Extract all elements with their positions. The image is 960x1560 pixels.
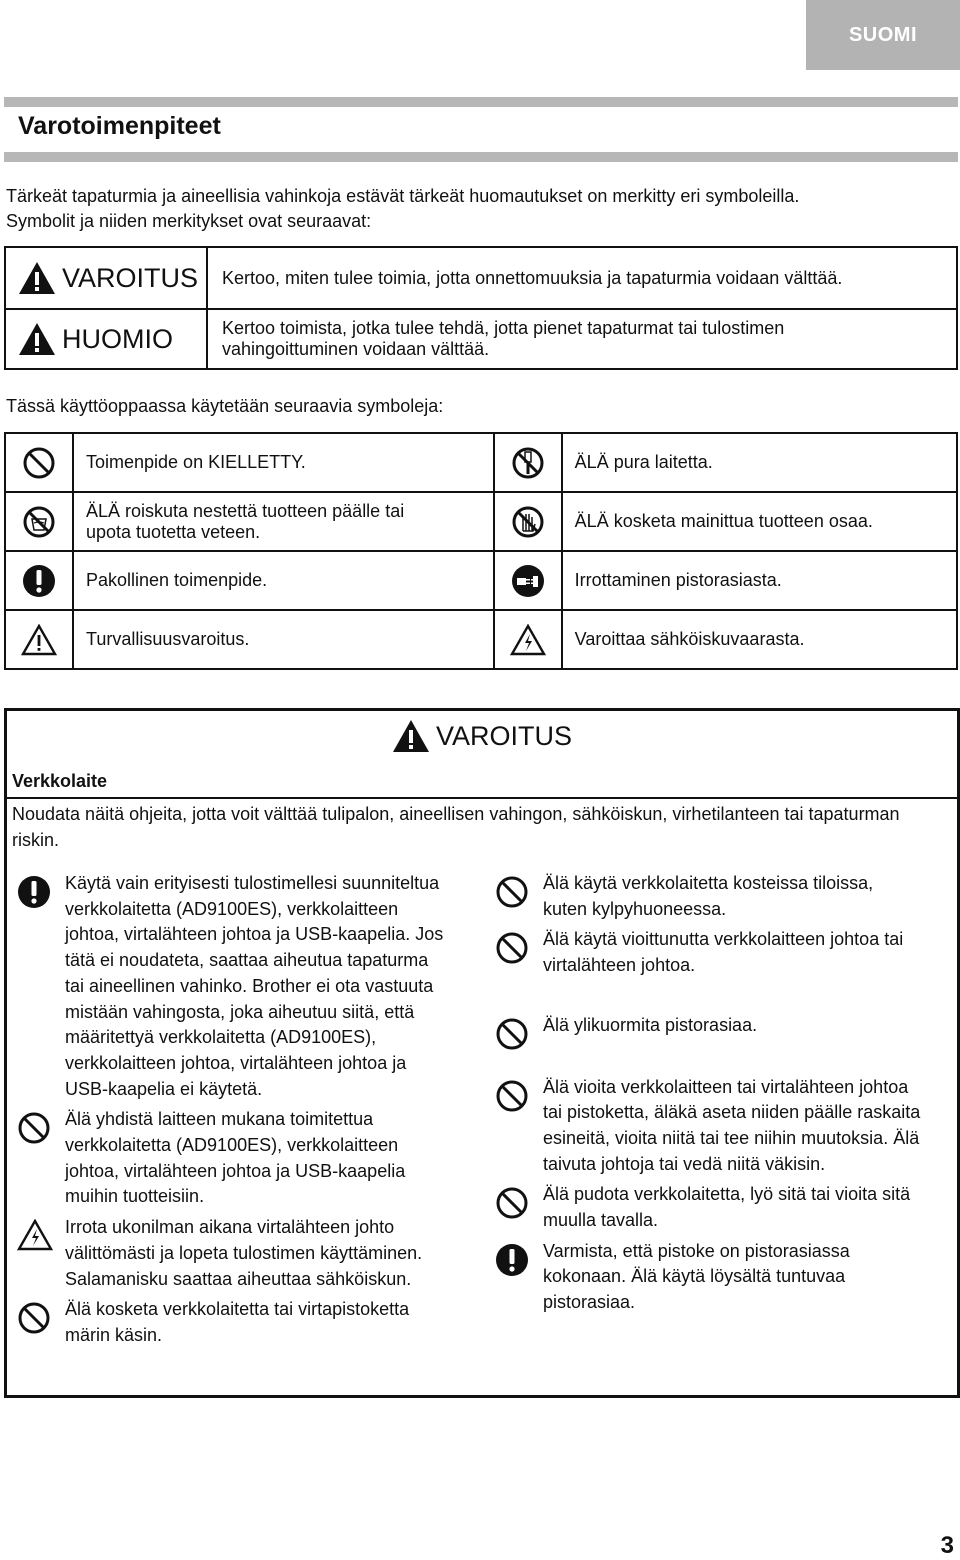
warning-item-line: johtoa, virtalähteen johtoa ja USB-kaapelia	[65, 1160, 406, 1181]
section-title: Verkkolaite	[12, 771, 108, 791]
symbol-text-line: Turvallisuusvaroitus.	[86, 629, 250, 649]
no-water-icon	[6, 505, 72, 539]
prohibited-icon	[495, 1017, 529, 1051]
prohibited-icon	[495, 931, 529, 965]
symbol-icon-cell	[494, 610, 562, 669]
warning-item-line: Salamanisku saattaa aiheuttaa sähköiskun.	[65, 1268, 412, 1289]
symbol-icon-cell	[494, 492, 562, 551]
warning-item-line: verkkolaitteen johtoa, virtalähteen johtoa ja	[65, 1052, 407, 1073]
intro-line: Tärkeät tapaturmia ja aineellisia vahinkoja estävät tärkeät huomautukset on merkitty eri symboleilla.	[6, 186, 800, 206]
warning-column-right	[491, 871, 951, 1316]
warning-item-line: tai aineellinen vahinko. Brother ei ota vastuuta	[65, 975, 434, 996]
intro-text	[6, 184, 956, 234]
prohibited-icon	[495, 1186, 529, 1220]
title-rule	[4, 152, 958, 162]
symbol-text	[562, 610, 957, 669]
warning-item-line: pistorasiaa.	[543, 1292, 636, 1313]
warning-item-line: mistään vahingosta, joka aiheutuu siitä, että	[65, 1001, 415, 1022]
symbol-text-line: ÄLÄ roiskuta nestettä tuotteen päälle tai	[86, 500, 405, 521]
warning-item-line: Älä käytä vioittunutta verkkolaitteen johtoa tai	[543, 929, 904, 950]
caution-triangle-icon	[6, 624, 72, 656]
warning-triangle-icon	[18, 322, 56, 356]
page-title: Varotoimenpiteet	[18, 112, 221, 140]
symbol-text	[73, 551, 494, 610]
symbol-text	[562, 551, 957, 610]
symbol-row	[5, 610, 957, 669]
warning-item	[13, 871, 483, 1102]
unplug-icon	[495, 564, 561, 598]
warning-item-line: verkkolaitetta (AD9100ES), verkkolaitteen	[65, 898, 399, 919]
warning-item-line: Älä ylikuormita pistorasiaa.	[543, 1014, 758, 1035]
warning-item-line: verkkolaitetta (AD9100ES), verkkolaitteen	[65, 1135, 399, 1156]
legend-desc-line: Kertoo toimista, jotka tulee tehdä, jotta pienet tapaturmat tai tulostimen	[222, 318, 785, 338]
legend-row-warning	[5, 247, 957, 309]
legend-desc-line: Kertoo, miten tulee toimia, jotta onnettomuuksia ja tapaturmia voidaan välttää.	[222, 267, 843, 288]
symbol-text-line: ÄLÄ pura laitetta.	[574, 452, 713, 472]
legend-row-caution	[5, 309, 957, 369]
warning-header	[7, 719, 957, 753]
warning-item	[13, 1297, 483, 1348]
warning-item-line: Älä vioita verkkolaitteen tai virtalähteen johtoa	[543, 1076, 909, 1097]
symbol-text-line: Pakollinen toimenpide.	[86, 570, 268, 590]
warning-section	[4, 708, 960, 1398]
prohibited-icon	[6, 446, 72, 480]
warning-item-line: muulla tavalla.	[543, 1210, 659, 1231]
warning-item-line: Älä käytä verkkolaitetta kosteissa tiloissa,	[543, 873, 874, 893]
symbol-text-line: Varoittaa sähköiskuvaarasta.	[574, 629, 805, 649]
symbol-icon-cell	[5, 433, 73, 492]
symbol-row	[5, 433, 957, 492]
symbol-icon-cell	[494, 433, 562, 492]
section-divider	[7, 797, 957, 799]
symbol-icon-cell	[5, 551, 73, 610]
section-intro: Noudata näitä ohjeita, jotta voit välttää tulipalon, aineellisen vahingon, sähköiskun, virhetilanteen tai tapaturman riskin.	[12, 804, 900, 850]
symbol-icon-cell	[5, 610, 73, 669]
warning-item-line: Älä pudota verkkolaitetta, lyö sitä tai vioita sitä	[543, 1184, 911, 1205]
language-tab: SUOMI	[806, 0, 960, 70]
warning-item-line: johtoa, virtalähteen johtoa ja USB-kaapelia. Jos	[65, 924, 444, 945]
electric-shock-icon	[495, 624, 561, 656]
prohibited-icon	[495, 1079, 529, 1113]
warning-triangle-icon	[392, 719, 430, 753]
symbols-title: Tässä käyttöoppaassa käytetään seuraavia symboleja:	[6, 396, 444, 416]
mandatory-icon	[17, 875, 51, 909]
top-rule	[4, 97, 958, 107]
symbols-table	[4, 432, 958, 670]
warning-item-line: määritettyä verkkolaitetta (AD9100ES),	[65, 1027, 377, 1048]
warning-item	[491, 1182, 951, 1233]
legend-description	[207, 309, 957, 369]
symbol-text	[562, 433, 957, 492]
page-number: 3	[940, 1532, 954, 1559]
warning-item-line: märin käsin.	[65, 1324, 163, 1345]
prohibited-icon	[17, 1111, 51, 1145]
symbol-text-line: Toimenpide on KIELLETTY.	[86, 452, 306, 472]
warning-item	[13, 1107, 483, 1210]
prohibited-icon	[495, 875, 529, 909]
symbol-icon-cell	[494, 551, 562, 610]
warning-item-line: kokonaan. Älä käytä löysältä tuntuvaa	[543, 1266, 846, 1287]
legend-description	[207, 247, 957, 309]
warning-item	[491, 871, 951, 922]
warning-item-line: taivuta johtoja tai vedä niitä väkisin.	[543, 1153, 826, 1174]
symbol-text	[73, 492, 494, 551]
mandatory-icon	[495, 1243, 529, 1277]
symbol-text	[73, 610, 494, 669]
warning-item	[491, 1013, 951, 1039]
warning-item-line: tätä ei noudateta, saattaa aiheutua tapaturma	[65, 950, 429, 971]
warning-item	[491, 927, 951, 978]
signal-word: VAROITUS	[62, 262, 199, 293]
symbol-text	[562, 492, 957, 551]
warning-triangle-icon	[18, 261, 56, 295]
signal-word: HUOMIO	[62, 323, 173, 354]
warning-header-word: VAROITUS	[435, 720, 572, 751]
warning-item-line: Irrota ukonilman aikana virtalähteen johto	[65, 1217, 395, 1238]
no-touch-icon	[495, 505, 561, 539]
symbol-text-line: upota tuotetta veteen.	[86, 521, 261, 542]
electric-shock-icon	[17, 1219, 53, 1251]
intro-line: Symbolit ja niiden merkitykset ovat seuraavat:	[6, 211, 372, 231]
symbol-row	[5, 551, 957, 610]
warning-item-line: Älä yhdistä laitteen mukana toimitettua	[65, 1109, 374, 1130]
warning-item-line: Varmista, että pistoke on pistorasiassa	[543, 1240, 850, 1261]
warning-item-line: Älä kosketa verkkolaitetta tai virtapistoketta	[65, 1299, 410, 1320]
warning-item-line: välittömästi ja lopeta tulostimen käyttäminen.	[65, 1242, 423, 1263]
symbol-icon-cell	[5, 492, 73, 551]
symbol-text-line: Irrottaminen pistorasiasta.	[574, 570, 782, 590]
warning-item	[491, 1239, 951, 1316]
legend-signal-cell	[5, 309, 207, 369]
legend-desc-line: vahingoittuminen voidaan välttää.	[222, 339, 490, 359]
warning-item	[491, 1075, 951, 1178]
warning-item-line: Käytä vain erityisesti tulostimellesi suunniteltua	[65, 873, 440, 893]
symbol-text-line: ÄLÄ kosketa mainittua tuotteen osaa.	[574, 511, 873, 531]
mandatory-icon	[6, 564, 72, 598]
warning-item-line: esineitä, vioita niitä tai tee niihin muutoksia. Älä	[543, 1127, 920, 1148]
legend-signal-cell	[5, 247, 207, 309]
warning-column-left	[13, 871, 483, 1349]
warning-item-line: USB-kaapelia ei käytetä.	[65, 1078, 263, 1099]
no-disassembly-icon	[495, 446, 561, 480]
prohibited-icon	[17, 1301, 51, 1335]
warning-item-line: muihin tuotteisiin.	[65, 1186, 205, 1207]
warning-item	[13, 1215, 483, 1292]
warning-item-line: virtalähteen johtoa.	[543, 955, 696, 976]
signal-word-legend	[4, 246, 958, 370]
warning-item-line: tai pistoketta, äläkä aseta niiden päälle raskaita	[543, 1102, 921, 1123]
symbol-row	[5, 492, 957, 551]
warning-item-line: kuten kylpyhuoneessa.	[543, 898, 727, 919]
symbol-text	[73, 433, 494, 492]
